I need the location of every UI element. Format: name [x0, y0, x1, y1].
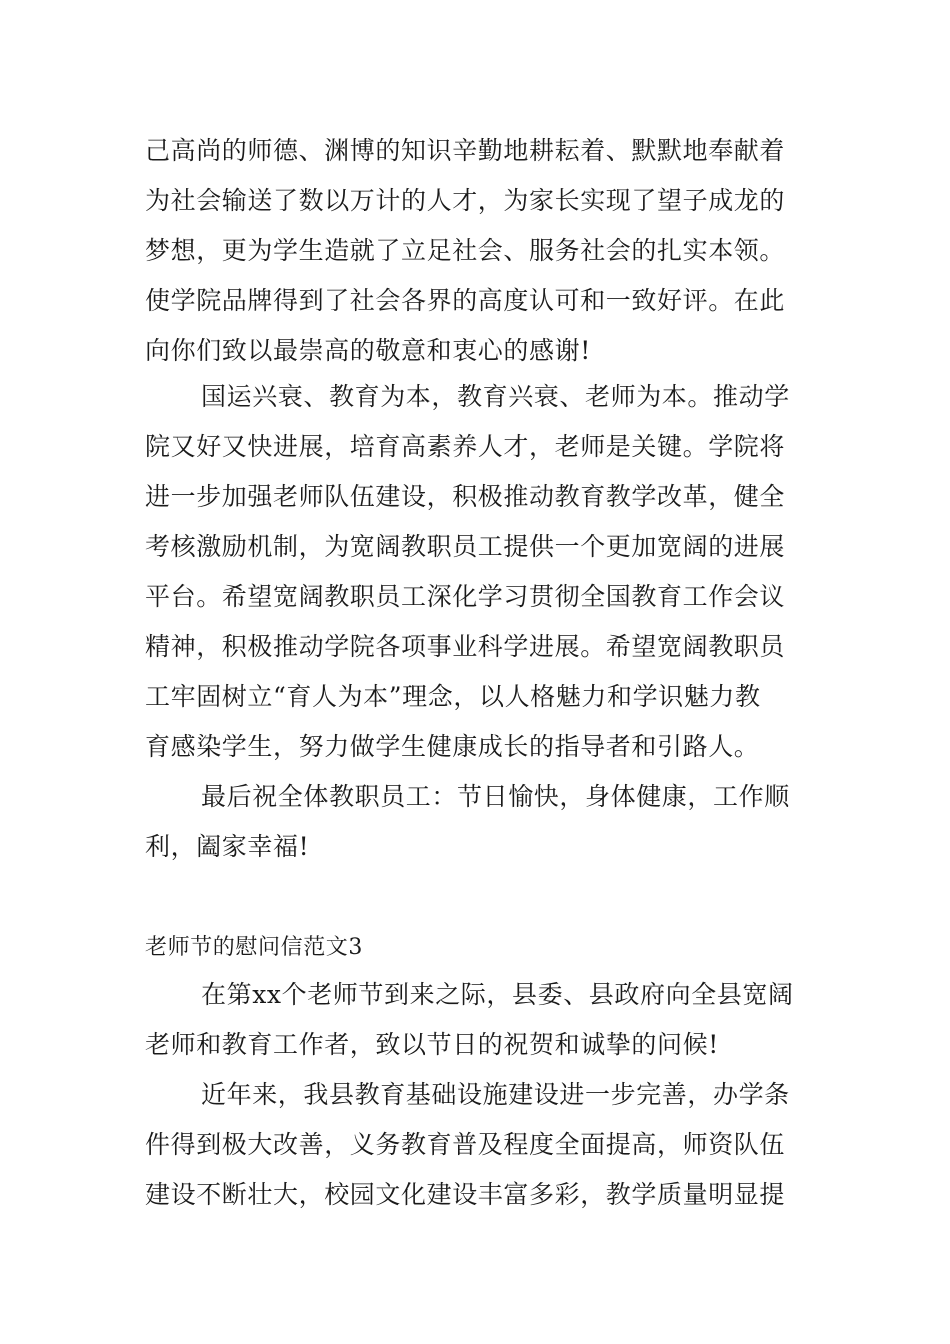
continuation-paragraph: [145, 126, 825, 376]
text-line: 最后祝全体教职员工：节日愉快，身体健康，工作顺: [201, 782, 790, 811]
text-line: 国运兴衰、教育为本，教育兴衰、老师为本。推动学: [201, 382, 790, 411]
text-line: 使学院品牌得到了社会各界的高度认可和一致好评。在此: [145, 286, 786, 315]
text-line: 进一步加强老师队伍建设，积极推动教育教学改革，健全: [145, 482, 786, 511]
paragraph-closing-wishes: [145, 772, 825, 872]
text-line: 建设不断壮大，校园文化建设丰富多彩，教学质量明显提: [145, 1180, 786, 1209]
text-line: 近年来，我县教育基础设施建设进一步完善，办学条: [201, 1080, 790, 1109]
text-line: 利，阖家幸福!: [145, 832, 310, 861]
text-line: 精神，积极推动学院各项事业科学进展。希望宽阔教职员: [145, 632, 786, 661]
text-line: 工牢固树立“育人为本”理念，以人格魅力和学识魅力教: [145, 682, 761, 711]
paragraph-recent-progress: [145, 1070, 825, 1220]
text-line: 平台。希望宽阔教职员工深化学习贯彻全国教育工作会议: [145, 582, 786, 611]
paragraph-education-foundation: [145, 372, 825, 772]
section-heading: 老师节的慰问信范文3: [145, 935, 363, 960]
text-line: 梦想，更为学生造就了立足社会、服务社会的扎实本领。: [145, 236, 786, 265]
text-line: 件得到极大改善，义务教育普及程度全面提高，师资队伍: [145, 1130, 786, 1159]
text-line: 老师和教育工作者，致以节日的祝贺和诚挚的问候!: [145, 1030, 719, 1059]
text-line: 向你们致以最崇高的敬意和衷心的感谢!: [145, 336, 591, 365]
text-line: 育感染学生，努力做学生健康成长的指导者和引路人。: [145, 732, 760, 761]
text-line: 在第xx个老师节到来之际，县委、县政府向全县宽阔: [201, 980, 794, 1009]
text-line: 院又好又快进展，培育高素养人才，老师是关键。学院将: [145, 432, 786, 461]
paragraph-greeting: [145, 970, 825, 1070]
text-line: 为社会输送了数以万计的人才，为家长实现了望子成龙的: [145, 186, 786, 215]
text-line: 己高尚的师德、渊博的知识辛勤地耕耘着、默默地奉献着: [145, 136, 786, 165]
text-line: 考核激励机制，为宽阔教职员工提供一个更加宽阔的进展: [145, 532, 786, 561]
